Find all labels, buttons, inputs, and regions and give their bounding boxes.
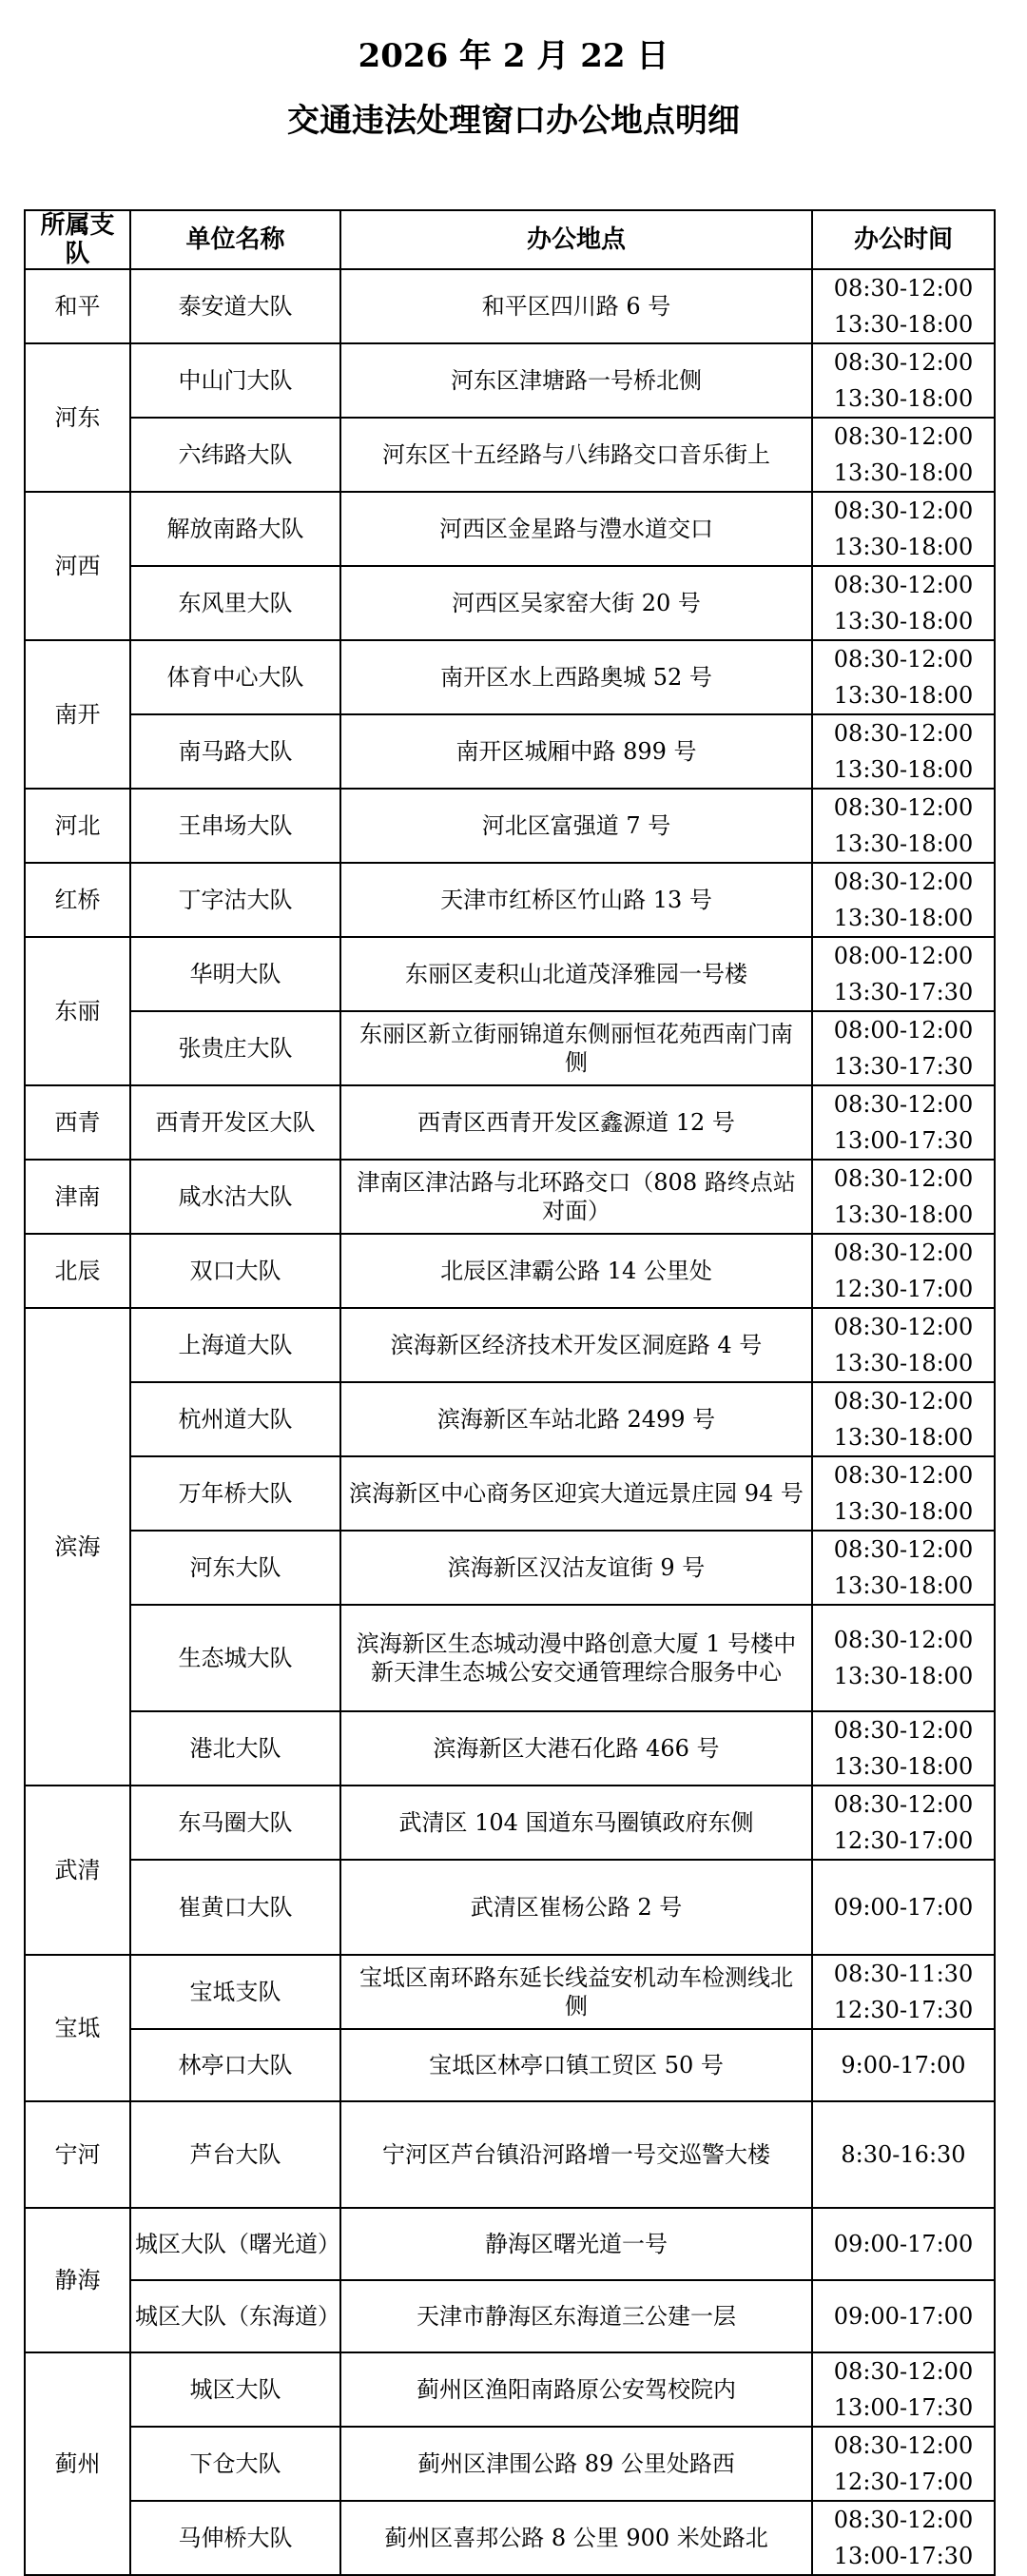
hours-cell bbox=[812, 1160, 995, 1234]
hours-cell bbox=[812, 492, 995, 566]
unit-name-cell: 华明大队 bbox=[130, 937, 340, 1011]
table-row bbox=[25, 1085, 995, 1160]
detachment-cell: 河北 bbox=[25, 789, 130, 863]
hours-line: 09:00-17:00 bbox=[833, 1894, 974, 1921]
hours-line: 13:00-17:30 bbox=[833, 1127, 974, 1154]
unit-name-cell: 丁字沽大队 bbox=[130, 863, 340, 937]
hours-cell bbox=[812, 2208, 995, 2280]
table-row bbox=[25, 1234, 995, 1308]
table-row bbox=[25, 2029, 995, 2101]
hours-cell bbox=[812, 343, 995, 418]
address-cell: 河北区富强道 7 号 bbox=[340, 789, 812, 863]
detachment-cell: 宝坻 bbox=[25, 1955, 130, 2101]
table-row bbox=[25, 1786, 995, 1860]
address-cell: 和平区四川路 6 号 bbox=[340, 269, 812, 343]
hours-line: 13:30-18:00 bbox=[833, 1424, 974, 1451]
hours-cell bbox=[812, 1955, 995, 2029]
hours-cell bbox=[812, 1531, 995, 1605]
table-row bbox=[25, 1308, 995, 1382]
hours-line: 08:30-12:00 bbox=[833, 1536, 974, 1563]
table-row bbox=[25, 1011, 995, 1085]
table-body bbox=[25, 269, 995, 2575]
address-cell: 滨海新区生态城动漫中路创意大厦 1 号楼中新天津生态城公安交通管理综合服务中心 bbox=[340, 1605, 812, 1711]
hours-line: 13:00-17:30 bbox=[833, 2543, 974, 2569]
hours-line: 8:30-16:30 bbox=[841, 2141, 966, 2168]
table-row bbox=[25, 1711, 995, 1786]
address-cell: 河东区津塘路一号桥北侧 bbox=[340, 343, 812, 418]
address-cell: 河西区金星路与澧水道交口 bbox=[340, 492, 812, 566]
table-row bbox=[25, 492, 995, 566]
hours-cell bbox=[812, 1860, 995, 1955]
hours-line: 08:30-12:00 bbox=[833, 2432, 974, 2459]
detachment-cell: 宁河 bbox=[25, 2101, 130, 2208]
address-cell: 河东区十五经路与八纬路交口音乐街上 bbox=[340, 418, 812, 492]
detachment-cell: 津南 bbox=[25, 1160, 130, 1234]
table-row bbox=[25, 2101, 995, 2208]
hours-line: 08:30-12:00 bbox=[833, 349, 974, 376]
hours-cell bbox=[812, 1085, 995, 1160]
address-cell: 西青区西青开发区鑫源道 12 号 bbox=[340, 1085, 812, 1160]
unit-name-cell: 东风里大队 bbox=[130, 566, 340, 640]
hours-line: 08:30-12:00 bbox=[833, 1165, 974, 1192]
table-row bbox=[25, 1456, 995, 1531]
address-cell: 东丽区新立街丽锦道东侧丽恒花苑西南门南侧 bbox=[340, 1011, 812, 1085]
hours-line: 13:30-18:00 bbox=[833, 905, 974, 931]
unit-name-cell: 六纬路大队 bbox=[130, 418, 340, 492]
hours-cell bbox=[812, 714, 995, 789]
hours-line: 08:30-12:00 bbox=[833, 1791, 974, 1818]
hours-cell bbox=[812, 789, 995, 863]
hours-line: 13:30-18:00 bbox=[833, 1572, 974, 1599]
hours-cell bbox=[812, 2352, 995, 2427]
hours-line: 13:30-17:30 bbox=[833, 1053, 974, 1080]
table-row bbox=[25, 2352, 995, 2427]
address-cell: 滨海新区汉沽友谊街 9 号 bbox=[340, 1531, 812, 1605]
table-row bbox=[25, 1382, 995, 1456]
hours-line: 13:30-18:00 bbox=[833, 1201, 974, 1228]
unit-name-cell: 崔黄口大队 bbox=[130, 1860, 340, 1955]
hours-cell bbox=[812, 937, 995, 1011]
detachment-cell: 北辰 bbox=[25, 1234, 130, 1308]
hours-line: 13:30-18:00 bbox=[833, 1350, 974, 1376]
detachment-cell: 南开 bbox=[25, 640, 130, 789]
unit-name-cell: 河东大队 bbox=[130, 1531, 340, 1605]
hours-cell bbox=[812, 2280, 995, 2352]
document-date: 2026 年 2 月 22 日 bbox=[358, 37, 669, 75]
address-cell: 天津市静海区东海道三公建一层 bbox=[340, 2280, 812, 2352]
detachment-cell: 红桥 bbox=[25, 863, 130, 937]
hours-line: 08:00-12:00 bbox=[833, 1017, 974, 1044]
unit-name-cell: 下仓大队 bbox=[130, 2427, 340, 2501]
hours-line: 13:30-18:00 bbox=[833, 534, 974, 560]
hours-line: 09:00-17:00 bbox=[833, 2303, 974, 2330]
hours-cell bbox=[812, 1456, 995, 1531]
unit-name-cell: 马伸桥大队 bbox=[130, 2501, 340, 2575]
unit-name-cell: 王串场大队 bbox=[130, 789, 340, 863]
hours-line: 08:30-11:30 bbox=[833, 1961, 974, 1987]
address-cell: 津南区津沽路与北环路交口（808 路终点站对面） bbox=[340, 1160, 812, 1234]
unit-name-cell: 中山门大队 bbox=[130, 343, 340, 418]
table-row bbox=[25, 566, 995, 640]
column-header-hours: 办公时间 bbox=[812, 210, 995, 269]
hours-line: 08:30-12:00 bbox=[833, 275, 974, 302]
hours-line: 12:30-17:00 bbox=[833, 2469, 974, 2495]
hours-line: 08:30-12:00 bbox=[833, 1388, 974, 1415]
hours-line: 13:00-17:30 bbox=[833, 2394, 974, 2421]
address-cell: 蓟州区津围公路 89 公里处路西 bbox=[340, 2427, 812, 2501]
unit-name-cell: 上海道大队 bbox=[130, 1308, 340, 1382]
hours-line: 09:00-17:00 bbox=[833, 2231, 974, 2257]
hours-cell bbox=[812, 1786, 995, 1860]
address-cell: 滨海新区经济技术开发区洞庭路 4 号 bbox=[340, 1308, 812, 1382]
unit-name-cell: 西青开发区大队 bbox=[130, 1085, 340, 1160]
address-cell: 东丽区麦积山北道茂泽雅园一号楼 bbox=[340, 937, 812, 1011]
column-header-address: 办公地点 bbox=[340, 210, 812, 269]
hours-line: 08:30-12:00 bbox=[833, 2507, 974, 2533]
unit-name-cell: 万年桥大队 bbox=[130, 1456, 340, 1531]
hours-cell bbox=[812, 1234, 995, 1308]
hours-line: 13:30-18:00 bbox=[833, 1663, 974, 1689]
table-row bbox=[25, 640, 995, 714]
unit-name-cell: 东马圈大队 bbox=[130, 1786, 340, 1860]
unit-name-cell: 双口大队 bbox=[130, 1234, 340, 1308]
hours-cell bbox=[812, 418, 995, 492]
unit-name-cell: 宝坻支队 bbox=[130, 1955, 340, 2029]
address-cell: 滨海新区中心商务区迎宾大道远景庄园 94 号 bbox=[340, 1456, 812, 1531]
hours-cell bbox=[812, 2501, 995, 2575]
hours-cell bbox=[812, 566, 995, 640]
hours-cell bbox=[812, 863, 995, 937]
unit-name-cell: 生态城大队 bbox=[130, 1605, 340, 1711]
hours-line: 9:00-17:00 bbox=[841, 2052, 966, 2078]
column-header-unit: 单位名称 bbox=[130, 210, 340, 269]
hours-line: 13:30-18:00 bbox=[833, 385, 974, 412]
table-row bbox=[25, 1160, 995, 1234]
detachment-cell: 滨海 bbox=[25, 1308, 130, 1786]
address-cell: 蓟州区渔阳南路原公安驾校院内 bbox=[340, 2352, 812, 2427]
detachment-cell: 河西 bbox=[25, 492, 130, 640]
unit-name-cell: 城区大队 bbox=[130, 2352, 340, 2427]
hours-line: 13:30-18:00 bbox=[833, 311, 974, 338]
hours-line: 08:30-12:00 bbox=[833, 1717, 974, 1744]
table-row bbox=[25, 2501, 995, 2575]
hours-line: 08:30-12:00 bbox=[833, 1462, 974, 1489]
unit-name-cell: 体育中心大队 bbox=[130, 640, 340, 714]
address-cell: 南开区水上西路奥城 52 号 bbox=[340, 640, 812, 714]
hours-line: 13:30-18:00 bbox=[833, 608, 974, 634]
detachment-cell: 武清 bbox=[25, 1786, 130, 1955]
hours-cell bbox=[812, 1711, 995, 1786]
address-cell: 滨海新区车站北路 2499 号 bbox=[340, 1382, 812, 1456]
unit-name-cell: 港北大队 bbox=[130, 1711, 340, 1786]
hours-line: 08:30-12:00 bbox=[833, 498, 974, 524]
unit-name-cell: 解放南路大队 bbox=[130, 492, 340, 566]
table-row bbox=[25, 2280, 995, 2352]
hours-line: 08:30-12:00 bbox=[833, 1239, 974, 1266]
table-row bbox=[25, 937, 995, 1011]
table-row bbox=[25, 714, 995, 789]
hours-line: 08:30-12:00 bbox=[833, 2358, 974, 2385]
table-row bbox=[25, 789, 995, 863]
address-cell: 滨海新区大港石化路 466 号 bbox=[340, 1711, 812, 1786]
detachment-cell: 西青 bbox=[25, 1085, 130, 1160]
hours-line: 08:30-12:00 bbox=[833, 1627, 974, 1653]
hours-line: 08:30-12:00 bbox=[833, 423, 974, 450]
unit-name-cell: 张贵庄大队 bbox=[130, 1011, 340, 1085]
unit-name-cell: 芦台大队 bbox=[130, 2101, 340, 2208]
hours-cell bbox=[812, 1382, 995, 1456]
hours-cell bbox=[812, 2029, 995, 2101]
detachment-cell: 蓟州 bbox=[25, 2352, 130, 2575]
address-cell: 河西区吴家窑大街 20 号 bbox=[340, 566, 812, 640]
table-header-row bbox=[25, 210, 995, 269]
detachment-cell: 静海 bbox=[25, 2208, 130, 2352]
hours-line: 13:30-17:30 bbox=[833, 979, 974, 1005]
table-row bbox=[25, 343, 995, 418]
address-cell: 武清区 104 国道东马圈镇政府东侧 bbox=[340, 1786, 812, 1860]
hours-line: 08:30-12:00 bbox=[833, 720, 974, 747]
address-cell: 蓟州区喜邦公路 8 公里 900 米处路北 bbox=[340, 2501, 812, 2575]
hours-line: 13:30-18:00 bbox=[833, 756, 974, 783]
unit-name-cell: 泰安道大队 bbox=[130, 269, 340, 343]
address-cell: 宝坻区林亭口镇工贸区 50 号 bbox=[340, 2029, 812, 2101]
hours-line: 08:30-12:00 bbox=[833, 794, 974, 821]
hours-line: 13:30-18:00 bbox=[833, 1498, 974, 1525]
hours-line: 13:30-18:00 bbox=[833, 682, 974, 709]
hours-line: 13:30-18:00 bbox=[833, 1753, 974, 1780]
hours-line: 08:30-12:00 bbox=[833, 1091, 974, 1118]
address-cell: 静海区曙光道一号 bbox=[340, 2208, 812, 2280]
hours-line: 08:30-12:00 bbox=[833, 1314, 974, 1340]
column-header-detachment: 所属支队 bbox=[25, 210, 130, 269]
hours-cell bbox=[812, 1308, 995, 1382]
address-cell: 宁河区芦台镇沿河路增一号交巡警大楼 bbox=[340, 2101, 812, 2208]
table-row bbox=[25, 1955, 995, 2029]
table-row bbox=[25, 863, 995, 937]
table-row bbox=[25, 1531, 995, 1605]
document-title: 交通违法处理窗口办公地点明细 bbox=[287, 102, 740, 140]
address-cell: 北辰区津霸公路 14 公里处 bbox=[340, 1234, 812, 1308]
hours-line: 08:30-12:00 bbox=[833, 646, 974, 673]
table-row bbox=[25, 2427, 995, 2501]
hours-cell bbox=[812, 1605, 995, 1711]
hours-cell bbox=[812, 2427, 995, 2501]
unit-name-cell: 城区大队（曙光道） bbox=[130, 2208, 340, 2280]
hours-line: 13:30-18:00 bbox=[833, 459, 974, 486]
address-cell: 南开区城厢中路 899 号 bbox=[340, 714, 812, 789]
table-row bbox=[25, 2208, 995, 2280]
table-row bbox=[25, 418, 995, 492]
table-row bbox=[25, 1605, 995, 1711]
hours-line: 13:30-18:00 bbox=[833, 830, 974, 857]
unit-name-cell: 杭州道大队 bbox=[130, 1382, 340, 1456]
unit-name-cell: 林亭口大队 bbox=[130, 2029, 340, 2101]
unit-name-cell: 南马路大队 bbox=[130, 714, 340, 789]
address-cell: 宝坻区南环路东延长线益安机动车检测线北侧 bbox=[340, 1955, 812, 2029]
hours-cell bbox=[812, 2101, 995, 2208]
office-locations-table bbox=[24, 209, 996, 2576]
hours-cell bbox=[812, 640, 995, 714]
hours-cell bbox=[812, 1011, 995, 1085]
table-row bbox=[25, 1860, 995, 1955]
hours-line: 12:30-17:30 bbox=[833, 1997, 974, 2023]
address-cell: 天津市红桥区竹山路 13 号 bbox=[340, 863, 812, 937]
unit-name-cell: 城区大队（东海道） bbox=[130, 2280, 340, 2352]
hours-line: 12:30-17:00 bbox=[833, 1827, 974, 1854]
detachment-cell: 河东 bbox=[25, 343, 130, 492]
detachment-cell: 和平 bbox=[25, 269, 130, 343]
hours-line: 08:30-12:00 bbox=[833, 868, 974, 895]
detachment-cell: 东丽 bbox=[25, 937, 130, 1085]
address-cell: 武清区崔杨公路 2 号 bbox=[340, 1860, 812, 1955]
hours-line: 08:30-12:00 bbox=[833, 572, 974, 598]
hours-line: 12:30-17:00 bbox=[833, 1276, 974, 1302]
table-row bbox=[25, 269, 995, 343]
unit-name-cell: 咸水沽大队 bbox=[130, 1160, 340, 1234]
hours-cell bbox=[812, 269, 995, 343]
hours-line: 08:00-12:00 bbox=[833, 943, 974, 969]
